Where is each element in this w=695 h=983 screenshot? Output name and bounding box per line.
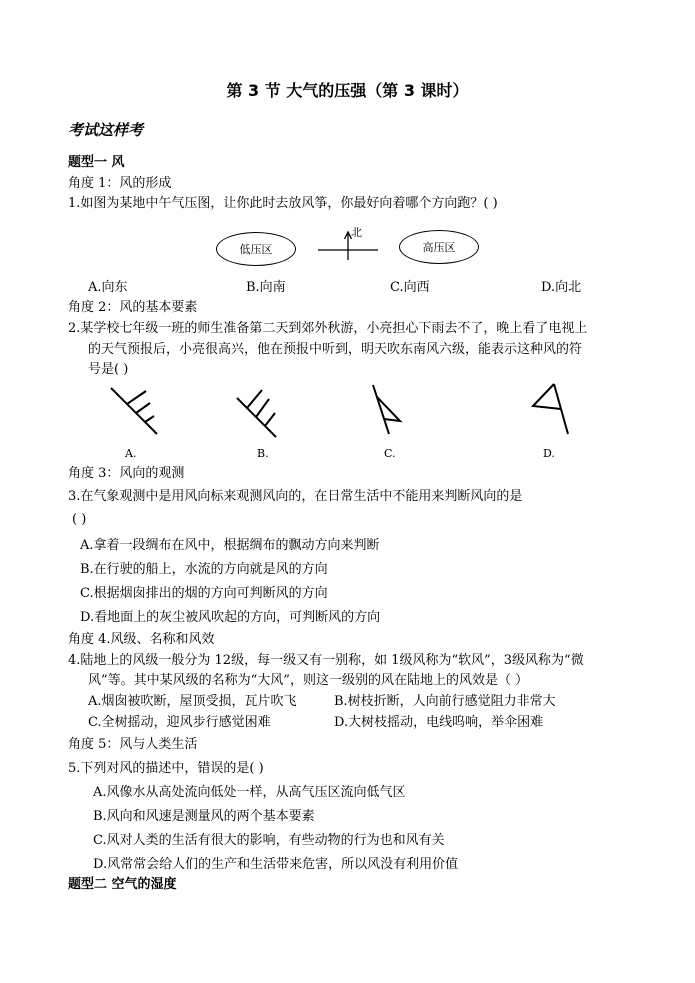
q3-option-a: A.拿着一段绸布在风中，根据绸布的飘动方向来判断 <box>80 538 380 553</box>
q3-option-b: B.在行驶的船上，水流的方向就是风的方向 <box>80 562 328 577</box>
q3-line-1: 3.在气象观测中是用风向标来观测风向的，在日常生活中不能用来判断风向的是 <box>68 489 523 504</box>
wind-symbol-a-icon <box>108 385 168 445</box>
q3-option-c: C.根据烟囱排出的烟的方向可判断风的方向 <box>80 586 328 601</box>
high-pressure-label: 高压区 <box>422 241 456 254</box>
wind-symbol-d-icon <box>528 382 588 442</box>
q5-stem: 5.下列对风的描述中，错误的是( ) <box>68 761 264 776</box>
q2-label-a: A. <box>125 447 137 460</box>
angle5-heading: 角度 5：风与人类生活 <box>68 737 198 752</box>
q5-option-c: C.风对人类的生活有很大的影响，有些动物的行为也和风有关 <box>93 833 445 848</box>
q4-option-c: C.全树摇动，迎风步行感觉困难 <box>88 715 271 730</box>
q4-line-1: 4.陆地上的风级一般分为 12级，每一级又有一别称，如 1级风称为“软风”，3级风称为“微 <box>68 653 584 668</box>
section-heading: 考试这样考 <box>68 121 144 139</box>
q1-option-d: D.向北 <box>541 280 582 295</box>
q4-option-d: D.大树枝摇动，电线呜响，举伞困难 <box>334 715 544 730</box>
q2-line-2: 的天气预报后，小亮很高兴，他在预报中听到，明天吹东南风六级，能表示这种风的符 <box>88 342 583 357</box>
q2-label-d: D. <box>543 447 555 460</box>
low-pressure-ellipse <box>216 232 296 266</box>
page-title: 第 3 节 大气的压强（第 3 课时） <box>226 81 469 100</box>
high-pressure-ellipse <box>399 230 479 264</box>
angle3-heading: 角度 3：风向的观测 <box>68 466 185 481</box>
q1-option-c: C.向西 <box>390 280 430 295</box>
q4-line-2: 风”等。其中某风级的名称为“大风”，则这一级别的风在陆地上的风效是（ ） <box>88 673 529 688</box>
q4-option-a: A.烟囱被吹断，屋顶受损，瓦片吹飞 <box>88 694 297 709</box>
type1-heading: 题型一 风 <box>68 155 125 170</box>
north-label: 北 <box>351 226 362 239</box>
wind-symbol-b-icon <box>234 382 294 442</box>
type2-heading: 题型二 空气的湿度 <box>68 877 177 892</box>
q4-option-b: B.树枝折断，人向前行感觉阻力非常大 <box>334 694 556 709</box>
q5-option-b: B.风向和风速是测量风的两个基本要素 <box>93 809 315 824</box>
q3-line-2: ( ) <box>72 512 87 527</box>
q5-option-a: A.风像水从高处流向低处一样，从高气压区流向低气区 <box>93 785 406 800</box>
q2-label-b: B. <box>257 447 269 460</box>
angle2-heading: 角度 2：风的基本要素 <box>68 300 198 315</box>
q2-line-3: 号是( ) <box>88 362 129 377</box>
q1-option-b: B.向南 <box>246 280 286 295</box>
angle1-heading: 角度 1：风的形成 <box>68 176 172 191</box>
q5-option-d: D.风常常会给人们的生产和生活带来危害，所以风没有利用价值 <box>93 857 459 872</box>
low-pressure-label: 低压区 <box>239 243 273 256</box>
wind-symbol-c-icon <box>370 382 430 442</box>
q3-option-d: D.看地面上的灰尘被风吹起的方向，可判断风的方向 <box>80 610 381 625</box>
angle4-heading: 角度 4.风级、名称和风效 <box>68 632 215 647</box>
q2-label-c: C. <box>384 447 396 460</box>
q2-line-1: 2.某学校七年级一班的师生准备第二天到郊外秋游，小亮担心下雨去不了，晚上看了电视上 <box>68 321 588 336</box>
q1-stem: 1.如图为某地中午气压图，让你此时去放风筝，你最好向着哪个方向跑？( ) <box>68 196 498 211</box>
q1-option-a: A.向东 <box>88 280 128 295</box>
